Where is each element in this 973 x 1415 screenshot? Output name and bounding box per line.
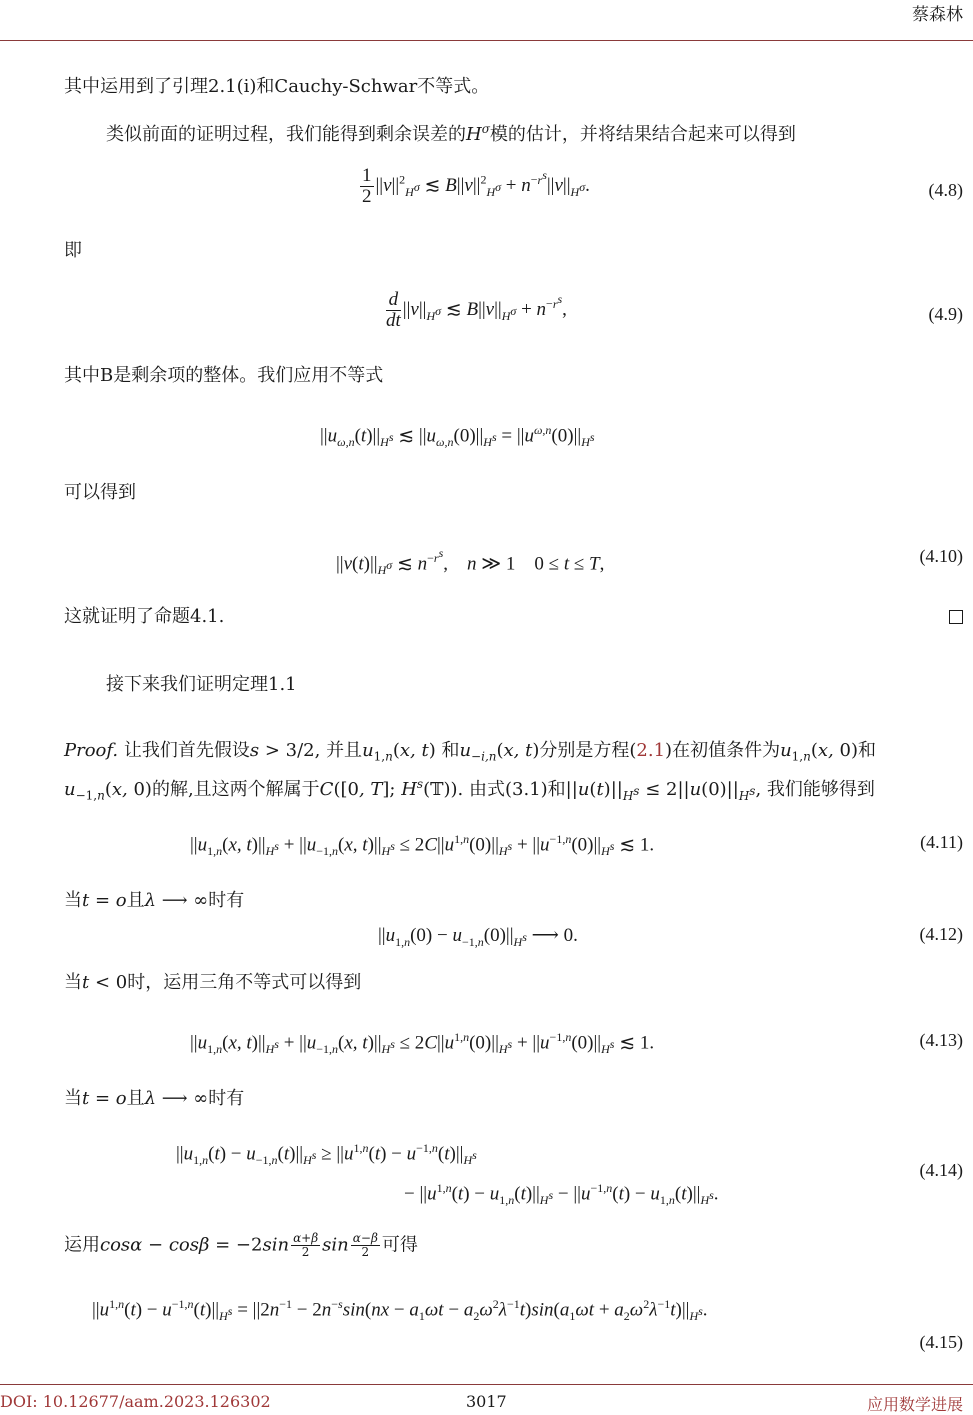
paragraph-cosine-identity: 运用cosα − cosβ = −2sin $\frac{\alpha+\beta}{2}$ sin $\frac{\alpha-\beta}{2}$ 可得 <box>64 1231 418 1259</box>
paragraph-proof-line-2: $u_{-1,n}(x$, 0)的解,且这两个解属于C([0, T]; $H^s(𝕋)$). 由式(3.1)和$||u(t)||_{H^s} \le 2||u(0)||_{H^s}$, 我们能够得到 <box>64 777 875 803</box>
equation-number: (4.9) <box>928 304 963 324</box>
equation-norm-bound: $||u_{\omega,n}(t)||_{H^s}$ ≲ $||u_{\omega,n}(0)||_{H^s} = ||u^{\omega,n}(0)||_{H^s}$ <box>320 423 595 450</box>
equation-number: (4.10) <box>919 546 963 566</box>
equation-4-12: $||u_{1,n}(0) - u_{-1,n}(0)||_{H^s}$ ⟶ 0. <box>378 925 578 949</box>
qed-box <box>949 610 963 624</box>
equation-4-14-line-1: $||u_{1,n}(t) - u_{-1,n}(t)||_{H^s} \ge ||u^{1,n}(t) - u^{-1,n}(t)||_{H^s}$ <box>176 1141 477 1168</box>
equation-number: (4.13) <box>919 1030 963 1050</box>
footer-doi[interactable]: DOI: 10.12677/aam.2023.126302 <box>0 1392 271 1411</box>
paragraph-when-t-zero: 当t = o且λ ⟶ ∞时有 <box>64 890 245 911</box>
equation-4-14-line-2: − $||u^{1,n}(t) - u_{1,n}(t)||_{H^s} - ||u^{-1,n}(t) - u_{1,n}(t)||_{H^s}$. <box>404 1181 719 1208</box>
equation-number: (4.12) <box>919 924 963 944</box>
equation-number: (4.14) <box>919 1160 963 1180</box>
paragraph-ie: 即 <box>64 240 82 261</box>
header-author: 蔡森林 <box>912 5 963 25</box>
page-number: 3017 <box>466 1392 507 1411</box>
paragraph-proof-line-1: Proof. 让我们首先假设s > 3/2, 并且$u_{1,n}(x$, t) 和$u_{-i,n}(x$, t)分别是方程(2.1)在初值条件为$u_{1,n}(x$, 0)和 <box>64 740 876 764</box>
header-rule <box>0 40 973 41</box>
equation-4-13: $||u_{1,n}(x$, $t)||_{H^s} + ||u_{-1,n}(x$, $t)||_{H^s} \le 2C||u^{1,n}(0)||_{H^s} + ||u^{-1,n}(0)||_{H^s}$ ≲ 1. <box>190 1030 655 1057</box>
equation-number: (4.15) <box>919 1332 963 1352</box>
equation-4-11: $||u_{1,n}(x$, $t)||_{H^s} + ||u_{-1,n}(x$, $t)||_{H^s} \le 2C||u^{1,n}(0)||_{H^s} + ||u^{-1,n}(0)||_{H^s}$ ≲ 1. <box>190 832 655 859</box>
equation-4-15: $||u^{1,n}(t) - u^{-1,n}(t)||_{H^s} = ||2n^{-1} - 2n^{-s}\sin(nx - a_1\omega t - a_2\omega^2\lambda^{-1}t)\sin(a_1\omega t + a_2\omega^2\lambda^{-1}t)||_{H^s}$. <box>92 1297 708 1324</box>
equation-4-8: $\frac{1}{2}$ $||v||^2_{H^\sigma}$ ≲ $B||v||^2_{H^\sigma} + n^{-r^s}||v||_{H^\sigma}$. <box>362 165 590 207</box>
equation-number: (4.8) <box>928 180 963 200</box>
paragraph-remainder-estimate: 类似前面的证明过程，我们能得到剩余误差的$H^\sigma$模的估计，并将结果结合起来可以得到 <box>106 122 796 145</box>
paragraph-inequality-intro: 其中B是剩余项的整体。我们应用不等式 <box>64 365 384 386</box>
equation-4-10: $||v(t)||_{H^\sigma}$ ≲ $n^{-r^s}$, n ≫ 1 0 ≤ t ≤ T, <box>336 546 605 578</box>
paragraph-lemma-note: 其中运用到了引理2.1(i)和Cauchy-Schwar不等式。 <box>64 76 490 97</box>
equation-number: (4.11) <box>920 832 963 852</box>
paragraph-prove-theorem: 接下来我们证明定理1.1 <box>106 674 297 695</box>
paragraph-proposition-proved: 这就证明了命题4.1. <box>64 606 225 627</box>
paragraph-obtain: 可以得到 <box>64 482 136 503</box>
footer-rule <box>0 1384 973 1385</box>
paragraph-when-t-zero-2: 当t = o且λ ⟶ ∞时有 <box>64 1088 245 1109</box>
paragraph-triangle-inequality: 当t < 0时，运用三角不等式可以得到 <box>64 972 362 993</box>
equation-4-9: $\frac{d}{dt}$ $||v||_{H^\sigma}$ ≲ $B||v||_{H^\sigma} + n^{-r^s}$, <box>386 289 567 331</box>
journal-name: 应用数学进展 <box>866 1395 963 1414</box>
